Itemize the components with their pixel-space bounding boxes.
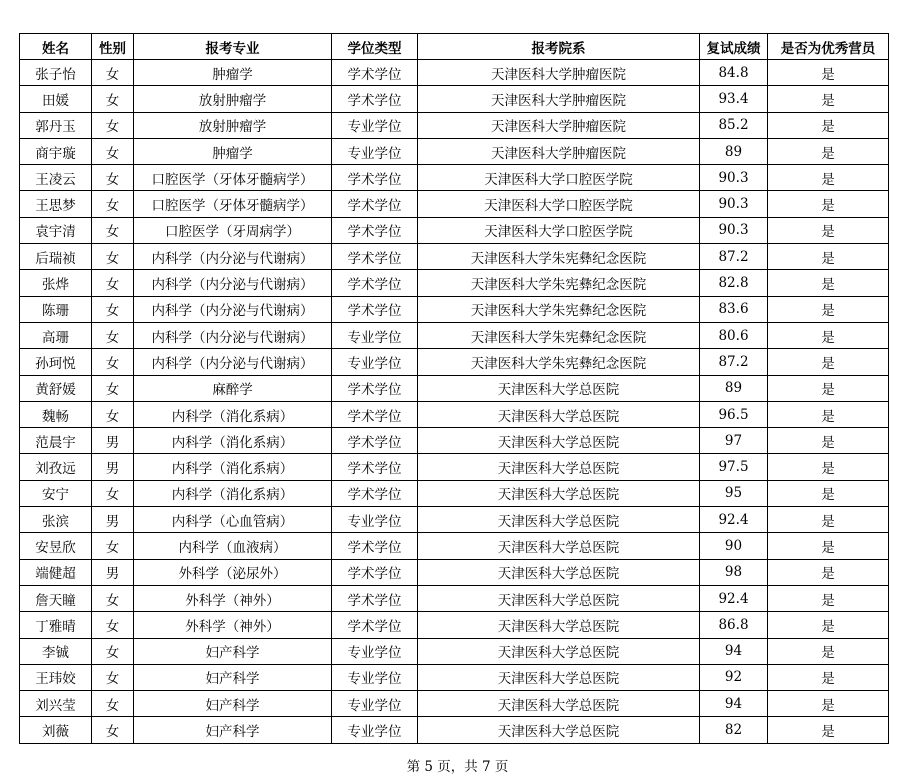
cell-gender: 女 — [92, 480, 134, 506]
cell-excellent: 是 — [768, 217, 889, 243]
cell-degree-type: 专业学位 — [332, 322, 418, 348]
cell-score: 97.5 — [700, 454, 768, 480]
cell-score: 86.8 — [700, 612, 768, 638]
cell-degree-type: 学术学位 — [332, 585, 418, 611]
cell-department: 天津医科大学口腔医学院 — [418, 191, 700, 217]
header-row — [20, 34, 889, 60]
cell-excellent: 是 — [768, 507, 889, 533]
cell-major: 妇产科学 — [134, 638, 332, 664]
cell-name: 端健超 — [20, 559, 92, 585]
cell-excellent: 是 — [768, 60, 889, 86]
table-row — [20, 585, 889, 611]
table-row — [20, 533, 889, 559]
cell-gender: 女 — [92, 612, 134, 638]
cell-excellent: 是 — [768, 664, 889, 690]
cell-department: 天津医科大学总医院 — [418, 638, 700, 664]
cell-name: 刘薇 — [20, 717, 92, 743]
cell-degree-type: 学术学位 — [332, 375, 418, 401]
cell-major: 口腔医学（牙体牙髓病学） — [134, 165, 332, 191]
cell-score: 92 — [700, 664, 768, 690]
cell-gender: 女 — [92, 296, 134, 322]
cell-major: 内科学（心血管病） — [134, 507, 332, 533]
cell-degree-type: 专业学位 — [332, 112, 418, 138]
table-row — [20, 717, 889, 743]
cell-score: 94 — [700, 691, 768, 717]
cell-excellent: 是 — [768, 533, 889, 559]
cell-gender: 女 — [92, 638, 134, 664]
cell-department: 天津医科大学肿瘤医院 — [418, 138, 700, 164]
cell-name: 丁雅晴 — [20, 612, 92, 638]
cell-gender: 女 — [92, 244, 134, 270]
cell-name: 刘兴莹 — [20, 691, 92, 717]
cell-score: 95 — [700, 480, 768, 506]
cell-name: 张烨 — [20, 270, 92, 296]
cell-name: 陈珊 — [20, 296, 92, 322]
table-row — [20, 559, 889, 585]
cell-major: 内科学（内分泌与代谢病） — [134, 322, 332, 348]
cell-degree-type: 学术学位 — [332, 401, 418, 427]
table-row — [20, 612, 889, 638]
header-department: 报考院系 — [418, 34, 700, 60]
cell-major: 内科学（内分泌与代谢病） — [134, 296, 332, 322]
cell-degree-type: 学术学位 — [332, 217, 418, 243]
cell-major: 内科学（消化系病） — [134, 454, 332, 480]
cell-major: 内科学（消化系病） — [134, 428, 332, 454]
table-row — [20, 86, 889, 112]
cell-major: 口腔医学（牙体牙髓病学） — [134, 191, 332, 217]
table-row — [20, 454, 889, 480]
cell-name: 范晨宇 — [20, 428, 92, 454]
cell-excellent: 是 — [768, 86, 889, 112]
cell-score: 98 — [700, 559, 768, 585]
cell-gender: 女 — [92, 86, 134, 112]
cell-excellent: 是 — [768, 401, 889, 427]
cell-major: 内科学（消化系病） — [134, 480, 332, 506]
cell-gender: 女 — [92, 691, 134, 717]
cell-name: 王思梦 — [20, 191, 92, 217]
header-score: 复试成绩 — [700, 34, 768, 60]
cell-gender: 男 — [92, 559, 134, 585]
cell-gender: 女 — [92, 112, 134, 138]
cell-score: 84.8 — [700, 60, 768, 86]
cell-excellent: 是 — [768, 638, 889, 664]
table-row — [20, 507, 889, 533]
cell-department: 天津医科大学肿瘤医院 — [418, 112, 700, 138]
cell-name: 张子怡 — [20, 60, 92, 86]
cell-gender: 女 — [92, 533, 134, 559]
cell-score: 90.3 — [700, 165, 768, 191]
cell-name: 魏畅 — [20, 401, 92, 427]
cell-score: 93.4 — [700, 86, 768, 112]
cell-degree-type: 学术学位 — [332, 244, 418, 270]
cell-degree-type: 专业学位 — [332, 138, 418, 164]
page-footer: 第 5 页，共 7 页 — [406, 759, 509, 775]
cell-degree-type: 学术学位 — [332, 86, 418, 112]
table-row — [20, 375, 889, 401]
cell-excellent: 是 — [768, 165, 889, 191]
cell-name: 李铖 — [20, 638, 92, 664]
cell-degree-type: 专业学位 — [332, 717, 418, 743]
header-major: 报考专业 — [134, 34, 332, 60]
cell-excellent: 是 — [768, 296, 889, 322]
cell-major: 麻醉学 — [134, 375, 332, 401]
cell-name: 王凌云 — [20, 165, 92, 191]
cell-department: 天津医科大学朱宪彝纪念医院 — [418, 296, 700, 322]
cell-excellent: 是 — [768, 375, 889, 401]
cell-name: 安宁 — [20, 480, 92, 506]
cell-score: 85.2 — [700, 112, 768, 138]
results-table — [19, 33, 889, 744]
cell-score: 83.6 — [700, 296, 768, 322]
cell-score: 89 — [700, 375, 768, 401]
cell-degree-type: 专业学位 — [332, 507, 418, 533]
cell-excellent: 是 — [768, 454, 889, 480]
cell-score: 80.6 — [700, 322, 768, 348]
cell-excellent: 是 — [768, 349, 889, 375]
cell-gender: 女 — [92, 165, 134, 191]
header-name: 姓名 — [20, 34, 92, 60]
cell-score: 89 — [700, 138, 768, 164]
cell-gender: 女 — [92, 217, 134, 243]
cell-department: 天津医科大学口腔医学院 — [418, 165, 700, 191]
cell-department: 天津医科大学朱宪彝纪念医院 — [418, 244, 700, 270]
cell-major: 放射肿瘤学 — [134, 86, 332, 112]
cell-excellent: 是 — [768, 191, 889, 217]
cell-name: 高珊 — [20, 322, 92, 348]
cell-degree-type: 学术学位 — [332, 612, 418, 638]
cell-major: 内科学（血液病） — [134, 533, 332, 559]
cell-major: 外科学（泌尿外） — [134, 559, 332, 585]
cell-major: 放射肿瘤学 — [134, 112, 332, 138]
cell-major: 妇产科学 — [134, 717, 332, 743]
cell-major: 内科学（内分泌与代谢病） — [134, 349, 332, 375]
cell-department: 天津医科大学总医院 — [418, 559, 700, 585]
cell-degree-type: 学术学位 — [332, 296, 418, 322]
table-row — [20, 401, 889, 427]
cell-name: 张滨 — [20, 507, 92, 533]
cell-score: 87.2 — [700, 349, 768, 375]
cell-name: 王玮姣 — [20, 664, 92, 690]
cell-degree-type: 学术学位 — [332, 559, 418, 585]
cell-name: 安昱欣 — [20, 533, 92, 559]
table-row — [20, 138, 889, 164]
cell-excellent: 是 — [768, 270, 889, 296]
cell-score: 90.3 — [700, 217, 768, 243]
cell-degree-type: 学术学位 — [332, 454, 418, 480]
cell-gender: 女 — [92, 375, 134, 401]
table-row — [20, 217, 889, 243]
cell-score: 96.5 — [700, 401, 768, 427]
cell-department: 天津医科大学肿瘤医院 — [418, 60, 700, 86]
cell-score: 87.2 — [700, 244, 768, 270]
table-row — [20, 60, 889, 86]
header-degree-type: 学位类型 — [332, 34, 418, 60]
cell-excellent: 是 — [768, 585, 889, 611]
table-row — [20, 428, 889, 454]
cell-major: 外科学（神外） — [134, 612, 332, 638]
cell-degree-type: 学术学位 — [332, 270, 418, 296]
cell-score: 94 — [700, 638, 768, 664]
table-row — [20, 691, 889, 717]
table-row — [20, 112, 889, 138]
table-row — [20, 638, 889, 664]
cell-excellent: 是 — [768, 428, 889, 454]
cell-major: 妇产科学 — [134, 691, 332, 717]
cell-major: 口腔医学（牙周病学） — [134, 217, 332, 243]
cell-score: 82.8 — [700, 270, 768, 296]
cell-gender: 女 — [92, 717, 134, 743]
cell-gender: 女 — [92, 270, 134, 296]
cell-major: 内科学（消化系病） — [134, 401, 332, 427]
cell-gender: 女 — [92, 322, 134, 348]
table-row — [20, 191, 889, 217]
cell-gender: 男 — [92, 428, 134, 454]
cell-gender: 女 — [92, 349, 134, 375]
cell-major: 肿瘤学 — [134, 138, 332, 164]
cell-major: 内科学（内分泌与代谢病） — [134, 270, 332, 296]
cell-major: 妇产科学 — [134, 664, 332, 690]
cell-department: 天津医科大学总医院 — [418, 428, 700, 454]
cell-score: 90 — [700, 533, 768, 559]
cell-department: 天津医科大学朱宪彝纪念医院 — [418, 349, 700, 375]
cell-department: 天津医科大学总医院 — [418, 454, 700, 480]
cell-major: 外科学（神外） — [134, 585, 332, 611]
cell-name: 刘孜远 — [20, 454, 92, 480]
cell-score: 92.4 — [700, 585, 768, 611]
cell-major: 肿瘤学 — [134, 60, 332, 86]
cell-department: 天津医科大学朱宪彝纪念医院 — [418, 270, 700, 296]
cell-degree-type: 专业学位 — [332, 664, 418, 690]
cell-department: 天津医科大学总医院 — [418, 401, 700, 427]
cell-department: 天津医科大学总医院 — [418, 533, 700, 559]
cell-gender: 女 — [92, 401, 134, 427]
cell-major: 内科学（内分泌与代谢病） — [134, 244, 332, 270]
cell-excellent: 是 — [768, 691, 889, 717]
cell-name: 黄舒媛 — [20, 375, 92, 401]
cell-department: 天津医科大学总医院 — [418, 717, 700, 743]
cell-degree-type: 学术学位 — [332, 428, 418, 454]
cell-degree-type: 学术学位 — [332, 165, 418, 191]
cell-excellent: 是 — [768, 559, 889, 585]
cell-department: 天津医科大学总医院 — [418, 585, 700, 611]
cell-score: 82 — [700, 717, 768, 743]
cell-name: 商宇璇 — [20, 138, 92, 164]
table-row — [20, 244, 889, 270]
table-row — [20, 664, 889, 690]
cell-excellent: 是 — [768, 112, 889, 138]
cell-department: 天津医科大学总医院 — [418, 480, 700, 506]
cell-degree-type: 学术学位 — [332, 191, 418, 217]
table-row — [20, 296, 889, 322]
cell-excellent: 是 — [768, 138, 889, 164]
cell-department: 天津医科大学朱宪彝纪念医院 — [418, 322, 700, 348]
cell-degree-type: 学术学位 — [332, 533, 418, 559]
cell-excellent: 是 — [768, 612, 889, 638]
cell-name: 田媛 — [20, 86, 92, 112]
cell-name: 詹天瞳 — [20, 585, 92, 611]
cell-excellent: 是 — [768, 717, 889, 743]
cell-degree-type: 学术学位 — [332, 480, 418, 506]
cell-department: 天津医科大学总医院 — [418, 507, 700, 533]
cell-gender: 女 — [92, 138, 134, 164]
cell-gender: 男 — [92, 454, 134, 480]
cell-gender: 女 — [92, 191, 134, 217]
cell-degree-type: 学术学位 — [332, 60, 418, 86]
cell-name: 郭丹玉 — [20, 112, 92, 138]
cell-score: 97 — [700, 428, 768, 454]
cell-department: 天津医科大学肿瘤医院 — [418, 86, 700, 112]
table-row — [20, 322, 889, 348]
table-row — [20, 349, 889, 375]
cell-name: 后瑞祯 — [20, 244, 92, 270]
cell-excellent: 是 — [768, 480, 889, 506]
table-row — [20, 480, 889, 506]
cell-score: 90.3 — [700, 191, 768, 217]
header-excellent: 是否为优秀营员 — [768, 34, 889, 60]
cell-excellent: 是 — [768, 322, 889, 348]
cell-excellent: 是 — [768, 244, 889, 270]
cell-department: 天津医科大学总医院 — [418, 375, 700, 401]
cell-name: 孙珂悦 — [20, 349, 92, 375]
cell-department: 天津医科大学总医院 — [418, 691, 700, 717]
cell-name: 袁宇清 — [20, 217, 92, 243]
cell-gender: 女 — [92, 664, 134, 690]
cell-gender: 女 — [92, 60, 134, 86]
cell-score: 92.4 — [700, 507, 768, 533]
cell-degree-type: 专业学位 — [332, 638, 418, 664]
cell-department: 天津医科大学口腔医学院 — [418, 217, 700, 243]
cell-gender: 女 — [92, 585, 134, 611]
table-row — [20, 165, 889, 191]
cell-degree-type: 专业学位 — [332, 349, 418, 375]
cell-department: 天津医科大学总医院 — [418, 664, 700, 690]
table-body — [20, 60, 889, 744]
cell-gender: 男 — [92, 507, 134, 533]
header-gender: 性别 — [92, 34, 134, 60]
table-row — [20, 270, 889, 296]
cell-degree-type: 专业学位 — [332, 691, 418, 717]
cell-department: 天津医科大学总医院 — [418, 612, 700, 638]
